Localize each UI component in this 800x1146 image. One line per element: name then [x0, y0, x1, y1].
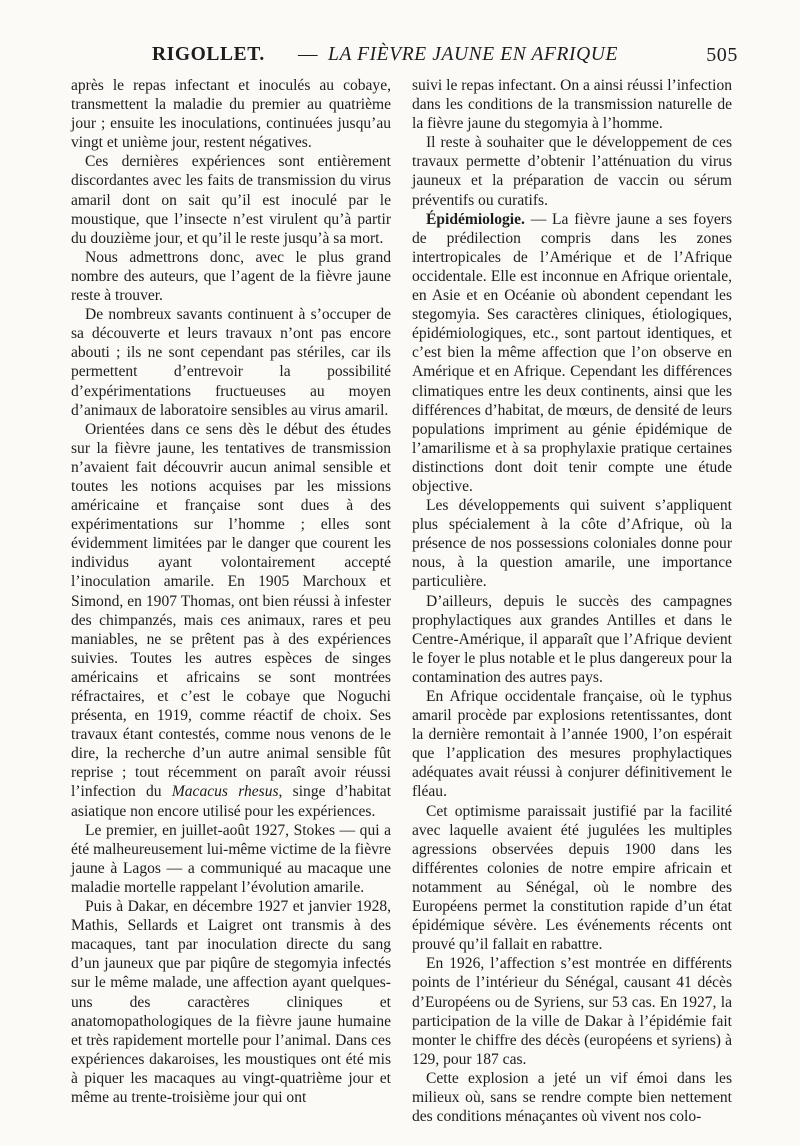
- left-column: [71, 76, 391, 1107]
- paragraph: D’ailleurs, depuis le succès des campagnes prophylactiques aux grandes Antilles et dans le Centre-Amérique, il apparaît que l’Afrique devient le foyer le plus notable et le plus dangereux pour la contamination des autres pays.: [412, 592, 732, 686]
- section-heading: Épidémiologie.: [426, 210, 525, 228]
- paragraph: Les développements qui suivent s’appliquent plus spécialement à la côte d’Afrique, où la présence de nos possessions coloniales donne pour nous, à la question amarile, une importance particulière.: [412, 497, 732, 591]
- right-column: [412, 76, 732, 1126]
- paragraph: Il reste à souhaiter que le développement de ces travaux permette d’obtenir l’atténuation du virus jauneux et la préparation de vaccin ou sérum préventifs ou curatifs.: [412, 134, 732, 209]
- paragraph: Nous admettrons donc, avec le plus grand nombre des auteurs, que l’agent de la fièvre jaune reste à trouver.: [71, 248, 391, 305]
- paragraph: En Afrique occidentale française, où le typhus amaril procède par explosions retentissantes, dont la dernière remontait à l’année 1900, l’on espérait que l’application des mesures prophylactiques adéquates avait réussi à conjurer définitivement le fléau.: [412, 688, 732, 801]
- paragraph: Ces dernières expériences sont entièrement discordantes avec les faits de transmission du virus amaril dont on sait qu’il est inoculé par le moustique, que l’insecte n’est virulent qu’à partir du douzième jour, et qu’il le reste jusqu’à sa mort.: [71, 153, 391, 247]
- species-name: Macacus rhesus: [171, 783, 279, 801]
- paragraph: suivi le repas infectant. On a ainsi réussi l’infection dans les conditions de la transmission naturelle de la fièvre jaune du stegomyia à l’homme.: [412, 77, 732, 133]
- paragraph: [412, 210, 732, 496]
- paragraph: après le repas infectant et inoculés au cobaye, transmettent la maladie du premier au quatrième jour ; ensuite les inoculations, continuées jusqu’au vingt et unième jour, restent négatives.: [71, 77, 391, 152]
- header-author: RIGOLLET.: [152, 44, 265, 65]
- paragraph: Cet optimisme paraissait justifié par la facilité avec laquelle avaient été jugulées les multiples agressions observées depuis 1900 dans les différentes colonies de notre empire africain et notamment au Sénégal, où le nombre des Européens permet la constitution rapide d’un état épidémique sévère. Les événements récents ont prouvé qu’il fallait en rabattre.: [412, 802, 732, 954]
- header-title: LA FIÈVRE JAUNE EN AFRIQUE: [328, 44, 618, 65]
- paragraph: Cette explosion a jeté un vif émoi dans les milieux où, sans se rendre compte bien nettement des conditions ménaçantes où vivent nos colo-: [412, 1069, 732, 1126]
- paragraph: Puis à Dakar, en décembre 1927 et janvier 1928, Mathis, Sellards et Laigret ont transmis à des macaques, tant par inoculation directe du sang d’un jauneux que par piqûre de stegomyia infectés sur le même malade, une affection ayant quelques-uns des caractères cliniques et anatomopathologiques de la fièvre jaune humaine et très rapidement mortelle pour l’animal. Dans ces expériences dakaroises, les moustiques ont été mis à piquer les macaques au vingt-quatrième jour et même au trente-troisième jour qui ont: [71, 898, 391, 1106]
- running-header: [70, 38, 738, 72]
- paragraph-text: Orientées dans ce sens dès le début des études sur la fièvre jaune, les tentatives de transmission n’avaient fait découvrir aucun animal sensible et toutes les notions acquises par les missions américaine et française sont dues à des expérimentations sur l’homme ; elles sont évidemment limitées par le danger que courent les individus ayant volontairement accepté l’inoculation amarile. En 1905 Marchoux et Simond, en 1907 Thomas, ont bien réussi à infester des chimpanzés, mais ces animaux, rares et peu maniables, ne se prêtent pas à des expériences suivies. Toutes les autres espèces de singes américains et africains se sont montrées réfractaires, et c’est le cobaye que Noguchi présenta, en 1919, comme réactif de choix. Ses travaux étant contestés, comme nous venons de le dire, la recherche d’un autre animal sensible fût reprise ; tout récemment on paraît avoir réussi l’infection du: [71, 420, 391, 801]
- paragraph: En 1926, l’affection s’est montrée en différents points de l’intérieur du Sénégal, causant 41 décès d’Européens ou de Syriens, sur 53 cas. En 1927, la participation de la ville de Dakar à l’épidémie fait monter le chiffre des décès (européens et syriens) à 129, pour 187 cas.: [412, 955, 732, 1068]
- paragraph-text: , singe d’habitat asiatique non encore utilisé pour les expériences.: [71, 783, 392, 820]
- paragraph: [71, 420, 391, 821]
- header-separator: —: [298, 44, 319, 65]
- paragraph: De nombreux savants continuent à s’occuper de sa découverte et leurs travaux n’ont pas encore abouti ; ils ne sont cependant pas stériles, car ils permettent d’entrevoir la possibilité d’expérimentations fructueuses au moyen d’animaux de laboratoire sensibles au virus amaril.: [71, 306, 391, 419]
- page-number: 505: [706, 44, 738, 66]
- paragraph-text: — La fièvre jaune a ses foyers de prédilection compris dans les zones intertropicales de l’Amérique et de l’Afrique occidentale. Elle est inconnue en Afrique orientale, en Asie et en Océanie où abondent cependant les stegomyia. Ses caractères cliniques, étiologiques, épidémiologiques, etc., sont partout identiques, et c’est bien la même affection que l’on observe en Amérique et en Afrique. Cependant les différences climatiques entre les deux continents, ainsi que les différences d’habitat, de mœurs, de densité de leurs populations impriment au génie épidémique de l’amarilisme et à sa prophylaxie pratique certaines distinctions dont doit tenir compte une étude objective.: [412, 210, 732, 495]
- paragraph: Le premier, en juillet-août 1927, Stokes — qui a été malheureusement lui-même victime de la fièvre jaune à Lagos — a communiqué au macaque une maladie mortelle rappelant l’évolution amarile.: [71, 821, 391, 896]
